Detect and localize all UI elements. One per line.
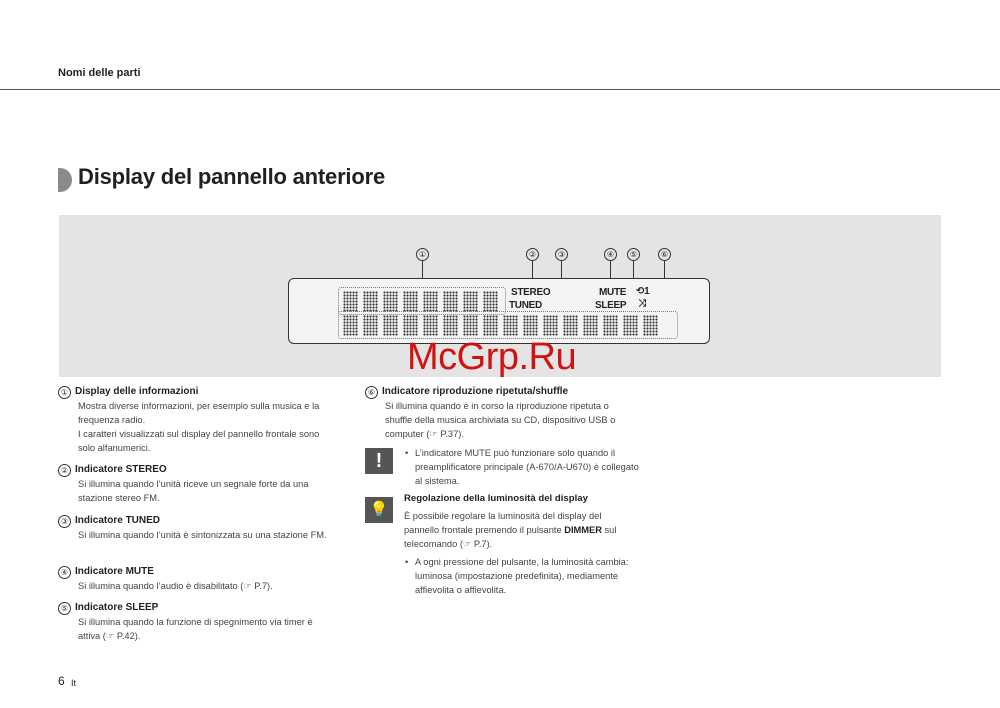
shuffle-icon: ⤨: [638, 298, 646, 309]
item-body: Si illumina quando è in corso la riproduzione ripetuta o shuffle della musica archiviata su CD, dispositivo USB o computer (☞ P.37).: [385, 401, 616, 439]
callout-1: ①: [416, 248, 429, 261]
repeat-icon: ⟲1: [636, 286, 650, 297]
callout-6: ⑥: [658, 248, 671, 261]
sleep-indicator: SLEEP: [595, 300, 627, 311]
watermark: McGrp.Ru: [407, 336, 577, 378]
item-number: ④: [58, 566, 71, 579]
stereo-indicator: STEREO: [511, 287, 551, 298]
section-header: Nomi delle parti: [58, 67, 141, 79]
item-number: ①: [58, 386, 71, 399]
item-stereo: [58, 463, 328, 505]
lcd-display: [288, 278, 710, 344]
item-body: Mostra diverse informazioni, per esempio sulla musica e la frequenza radio.: [78, 401, 320, 425]
mute-indicator: MUTE: [599, 287, 627, 298]
item-display-info: [58, 385, 328, 455]
tip-bullet: • A ogni pressione del pulsante, la luminosità cambia: luminosa (impostazione predefinita), mediamente affievolita o affievolita.: [404, 555, 639, 597]
tip-text: È possibile regolare la luminosità del display del pannello frontale premendo il pulsante DIMMER sul telecomando (☞ P.7).: [404, 511, 617, 549]
item-heading: Indicatore riproduzione ripetuta/shuffle: [382, 386, 569, 397]
callout-5: ⑤: [627, 248, 640, 261]
tip-lightbulb-icon: 💡: [365, 497, 393, 523]
tip-block: [404, 492, 639, 597]
tip-heading: Regolazione della luminosità del display: [404, 493, 588, 504]
item-heading: Indicatore TUNED: [75, 515, 161, 526]
page-title: Display del pannello anteriore: [78, 164, 385, 189]
item-heading: Indicatore SLEEP: [75, 602, 159, 613]
tuned-indicator: TUNED: [509, 300, 542, 311]
item-number: ⑥: [365, 386, 378, 399]
item-body: Si illumina quando l’audio è disabilitato (☞ P.7).: [78, 581, 273, 591]
callout-4: ④: [604, 248, 617, 261]
item-body: Si illumina quando la funzione di spegnimento via timer è attiva (☞ P.42).: [78, 617, 313, 641]
callout-3: ③: [555, 248, 568, 261]
item-body: Si illumina quando l’unità è sintonizzata su una stazione FM.: [78, 530, 327, 540]
item-heading: Indicatore MUTE: [75, 566, 154, 577]
item-mute: [58, 565, 328, 593]
item-heading: Display delle informazioni: [75, 386, 199, 397]
title-marker-icon: [58, 168, 72, 192]
page-language: It: [71, 678, 77, 688]
item-body-2: I caratteri visualizzati sul display del pannello frontale sono solo alfanumerici.: [78, 429, 320, 453]
caution-icon: !: [365, 448, 393, 474]
item-body: Si illumina quando l’unità riceve un segnale forte da una stazione stereo FM.: [78, 479, 309, 503]
item-number: ②: [58, 464, 71, 477]
item-number: ③: [58, 515, 71, 528]
item-heading: Indicatore STEREO: [75, 464, 167, 475]
item-number: ⑤: [58, 602, 71, 615]
caution-note: • L’indicatore MUTE può funzionare solo quando il preamplificatore principale (A-670/A-U670) è collegato al sistema.: [404, 446, 645, 488]
page-number: 6: [58, 674, 65, 688]
item-sleep: [58, 601, 328, 643]
item-repeat-shuffle: [365, 385, 635, 441]
header-rule: [0, 89, 1000, 90]
item-tuned: [58, 514, 328, 542]
lower-char-cells: [338, 311, 678, 339]
callout-2: ②: [526, 248, 539, 261]
